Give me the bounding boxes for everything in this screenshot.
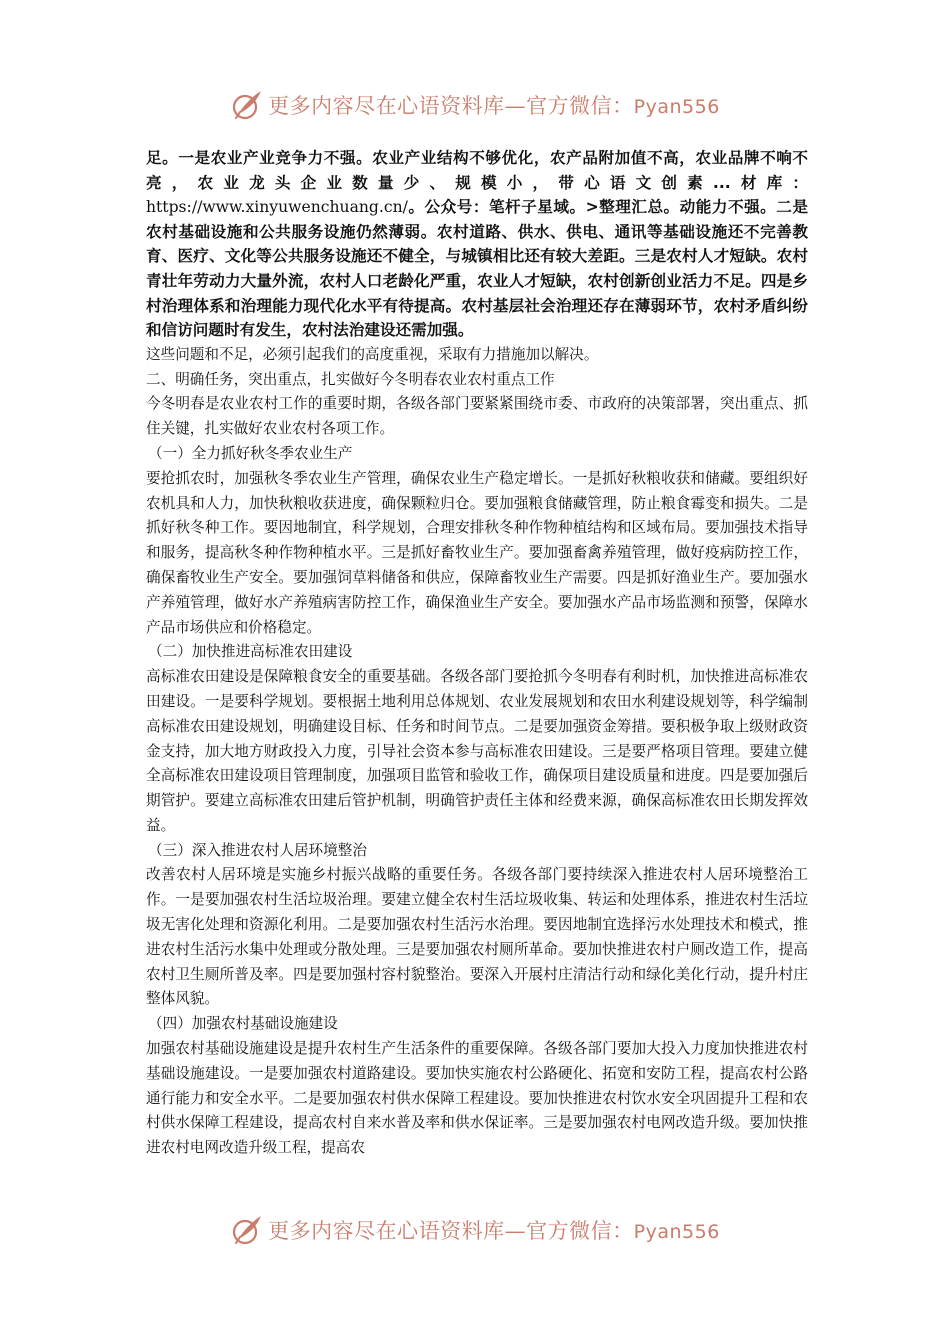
section-paragraph: 今冬明春是农业农村工作的重要时期，各级各部门要紧紧围绕市委、市政府的决策部署，突出重点、抓住关键，扎实做好农业农村各项工作。: [146, 395, 808, 438]
banner-text: 更多内容尽在心语资料库—官方微信：Pyan556: [268, 1219, 720, 1243]
quill-logo-icon: [230, 88, 264, 122]
subsection-heading: （三）深入推进农村人居环境整治: [148, 841, 367, 859]
bold-intro-paragraph: 足。一是农业产业竞争力不强。农业产业结构不够优化，农产品附加值不高，农业品牌不响不亮，农业龙头企业数量少、规模小，带心语文创素...材库：https://www.xinyuwenchuang.cn/。公众号：笔杆子星域。>整理汇总。动能力不强。二是农村基础设施和公共服务设施仍然薄弱。农村道路、供水、供电、通讯等基础设施还不完善教育、医疗、文化等公共服务设施还不健全，与城镇相比还有较大差距。三是农村人才短缺。农村青壮年劳动力大量外流，农村人口老龄化严重，农业人才短缺，农村创新创业活力不足。四是乡村治理体系和治理能力现代化水平有待提高。农村基层社会治理还存在薄弱环节，农村矛盾纠纷和信访问题时有发生，农村法治建设还需加强。: [146, 149, 808, 340]
subsection-paragraph: 改善农村人居环境是实施乡村振兴战略的重要任务。各级各部门要持续深入推进农村人居环境整治工作。一是要加强农村生活垃圾治理。要建立健全农村生活垃圾收集、转运和处理体系，推进农村生活垃圾无害化处理和资源化利用。二是要加强农村生活污水治理。要因地制宜选择污水处理技术和模式，推进农村生活污水集中处理或分散处理。三是要加强农村厕所革命。要加快推进农村户厕改造工作，提高农村卫生厕所普及率。四是要加强村容村貌整治。要深入开展村庄清洁行动和绿化美化行动，提升村庄整体风貌。: [146, 866, 808, 1008]
footer-watermark-banner: [0, 1210, 950, 1250]
problems-paragraph: 这些问题和不足，必须引起我们的高度重视，采取有力措施加以解决。: [146, 345, 599, 363]
subsection-heading: （四）加强农村基础设施建设: [148, 1015, 338, 1033]
document-body: [146, 146, 808, 1161]
subsection-paragraph: 要抢抓农时，加强秋冬季农业生产管理，确保农业生产稳定增长。一是抓好秋粮收获和储藏。要组织好农机具和人力，加快秋粮收获进度，确保颗粒归仓。要加强粮食储藏管理，防止粮食霉变和损失。二是抓好秋冬种工作。要因地制宜，科学规划，合理安排秋冬种作物种植结构和区域布局。要加强技术指导和服务，提高秋冬种作物种植水平。三是抓好畜牧业生产。要加强畜禽养殖管理，做好疫病防控工作，确保畜牧业生产安全。要加强饲草料储备和供应，保障畜牧业生产需要。四是抓好渔业生产。要加强水产养殖管理，做好水产养殖病害防控工作，确保渔业生产安全。要加强水产品市场监测和预警，保障水产品市场供应和价格稳定。: [146, 469, 808, 636]
subsection-heading: （一）全力抓好秋冬季农业生产: [148, 444, 353, 462]
subsection-paragraph: 高标准农田建设是保障粮食安全的重要基础。各级各部门要抢抓今冬明春有利时机，加快推进高标准农田建设。一是要科学规划。要根据土地利用总体规划、农业发展规划和农田水利建设规划等，科学编制高标准农田建设规划，明确建设目标、任务和时间节点。二是要加强资金筹措。要积极争取上级财政资金支持，加大地方财政投入力度，引导社会资本参与高标准农田建设。三是要严格项目管理。要建立健全高标准农田建设项目管理制度，加强项目监管和验收工作，确保项目建设质量和进度。四是要加强后期管护。要建立高标准农田建后管护机制，明确管护责任主体和经费来源，确保高标准农田长期发挥效益。: [146, 668, 808, 834]
resource-url: https://www.xinyuwenchuang.cn/: [146, 198, 408, 217]
header-watermark-banner: [0, 85, 950, 125]
subsection-paragraph: 加强农村基础设施建设是提升农村生产生活条件的重要保障。各级各部门要加大投入力度加快推进农村基础设施建设。一是要加强农村道路建设。要加快实施农村公路硬化、拓宽和安防工程，提高农村公路通行能力和安全水平。二是要加强农村供水保障工程建设。要加快推进农村饮水安全巩固提升工程和农村供水保障工程建设，提高农村自来水普及率和供水保证率。三是要加强农村电网改造升级。要加快推进农村电网改造升级工程，提高农: [146, 1040, 808, 1157]
subsection-heading: （二）加快推进高标准农田建设: [148, 643, 353, 661]
section-heading: 二、明确任务，突出重点，扎实做好今冬明春农业农村重点工作: [146, 370, 555, 388]
quill-logo-icon: [230, 1213, 264, 1247]
banner-text: 更多内容尽在心语资料库—官方微信：Pyan556: [268, 94, 720, 118]
